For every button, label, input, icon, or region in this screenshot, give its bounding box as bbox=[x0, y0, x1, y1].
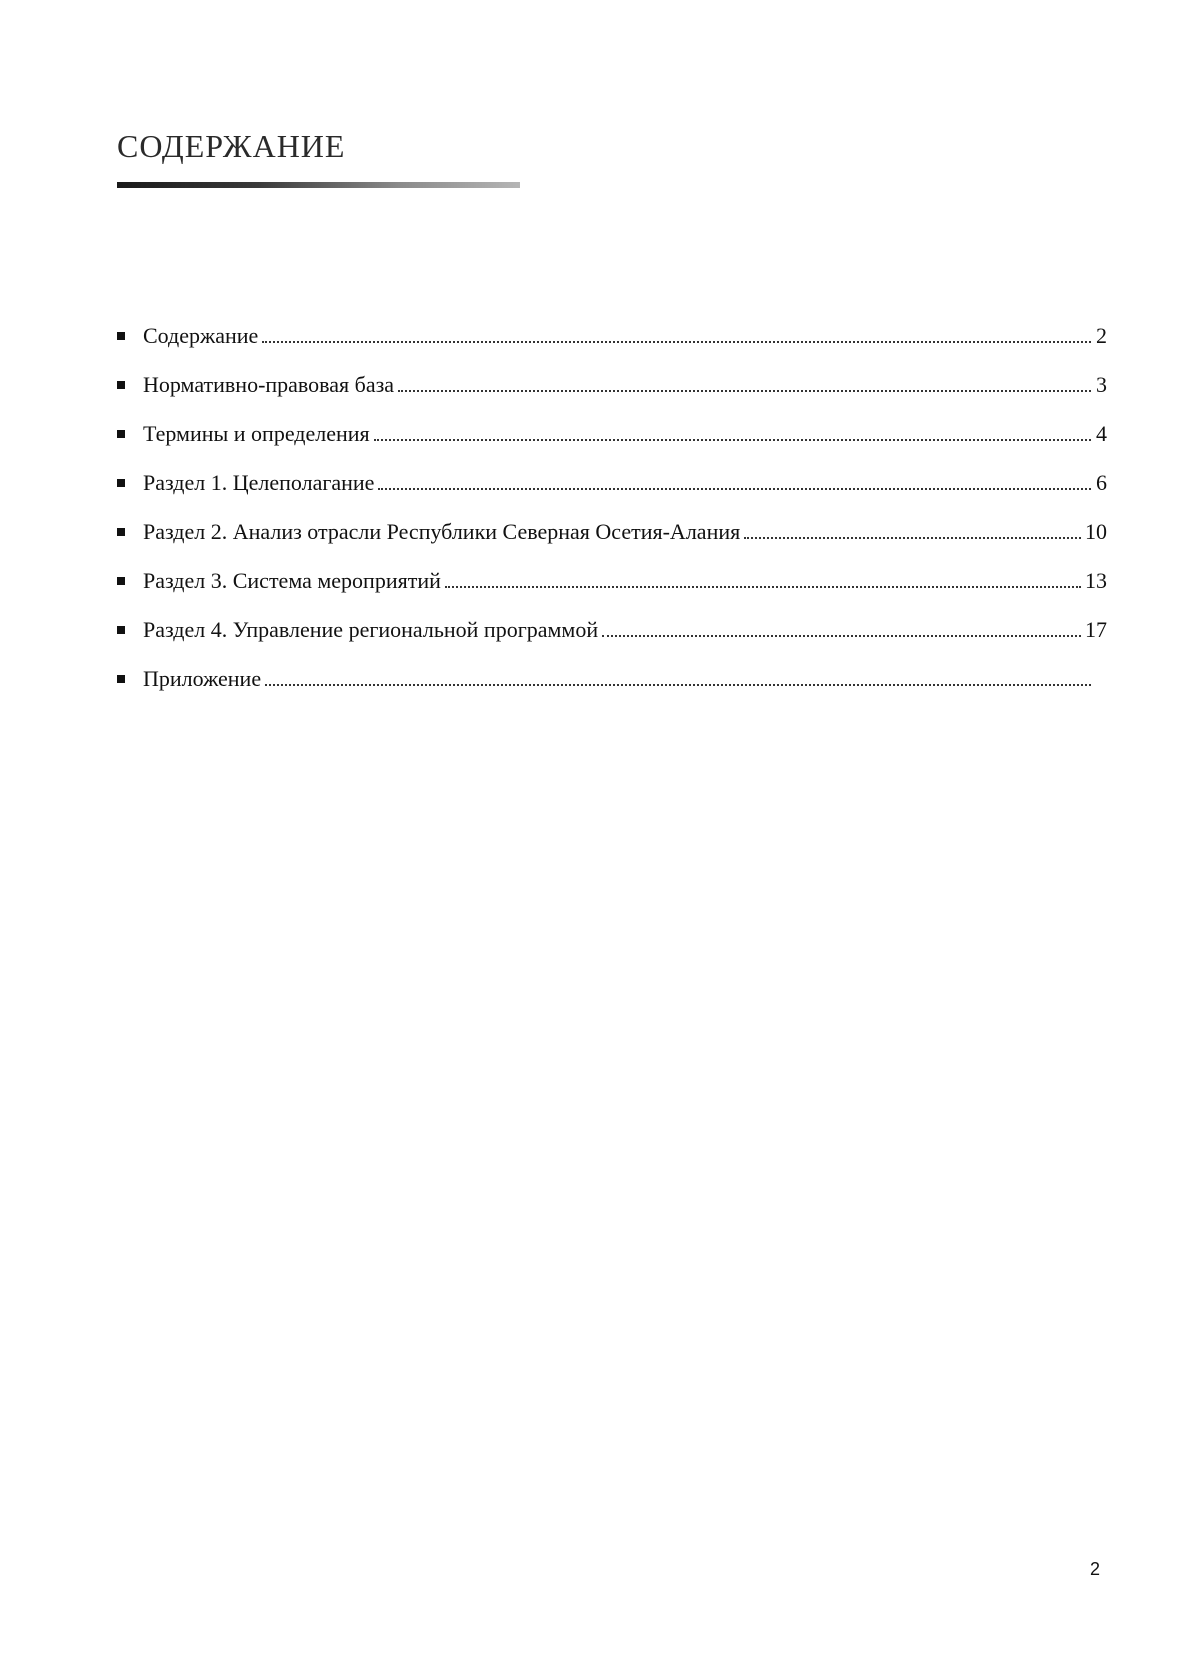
dot-leader bbox=[398, 390, 1091, 392]
dot-leader bbox=[445, 586, 1081, 588]
page-title: СОДЕРЖАНИЕ bbox=[117, 128, 346, 164]
dot-leader bbox=[374, 439, 1091, 441]
page-number: 2 bbox=[1089, 1559, 1100, 1579]
bullet-icon bbox=[117, 675, 125, 683]
toc-entry-label: Содержание bbox=[143, 323, 259, 348]
toc-entry-label: Термины и определения bbox=[143, 421, 370, 446]
toc-entry bbox=[117, 300, 1107, 349]
table-of-contents bbox=[117, 300, 1107, 692]
toc-entry bbox=[117, 496, 1107, 545]
toc-entry-page: 3 bbox=[1096, 372, 1107, 397]
dot-leader bbox=[378, 488, 1091, 490]
toc-entry-page: 2 bbox=[1096, 323, 1107, 348]
toc-entry-page: 6 bbox=[1096, 470, 1107, 495]
toc-entry-label: Раздел 3. Система мероприятий bbox=[143, 568, 441, 593]
toc-entry-label: Нормативно-правовая база bbox=[143, 372, 395, 397]
toc-entry bbox=[117, 349, 1107, 398]
toc-entry bbox=[117, 398, 1107, 447]
toc-entry bbox=[117, 643, 1107, 692]
toc-entry bbox=[117, 545, 1107, 594]
dot-leader bbox=[265, 684, 1091, 686]
toc-entry-page: 10 bbox=[1085, 519, 1107, 544]
toc-entry-label: Раздел 2. Анализ отрасли Республики Северная Осетия-Алания bbox=[143, 519, 741, 544]
bullet-icon bbox=[117, 528, 125, 536]
bullet-icon bbox=[117, 381, 125, 389]
toc-entry-label: Раздел 1. Целеполагание bbox=[143, 470, 375, 495]
dot-leader bbox=[262, 341, 1091, 343]
toc-entry-page: 17 bbox=[1085, 617, 1107, 642]
bullet-icon bbox=[117, 430, 125, 438]
toc-entry-label: Раздел 4. Управление региональной программой bbox=[143, 617, 599, 642]
bullet-icon bbox=[117, 577, 125, 585]
toc-entry-page: 4 bbox=[1096, 421, 1107, 446]
toc-entry-page: 13 bbox=[1085, 568, 1107, 593]
toc-entry-label: Приложение bbox=[143, 666, 262, 691]
bullet-icon bbox=[117, 626, 125, 634]
toc-entry bbox=[117, 594, 1107, 643]
dot-leader bbox=[602, 635, 1081, 637]
title-underline bbox=[117, 182, 520, 188]
dot-leader bbox=[744, 537, 1081, 539]
bullet-icon bbox=[117, 479, 125, 487]
bullet-icon bbox=[117, 332, 125, 340]
toc-entry bbox=[117, 447, 1107, 496]
